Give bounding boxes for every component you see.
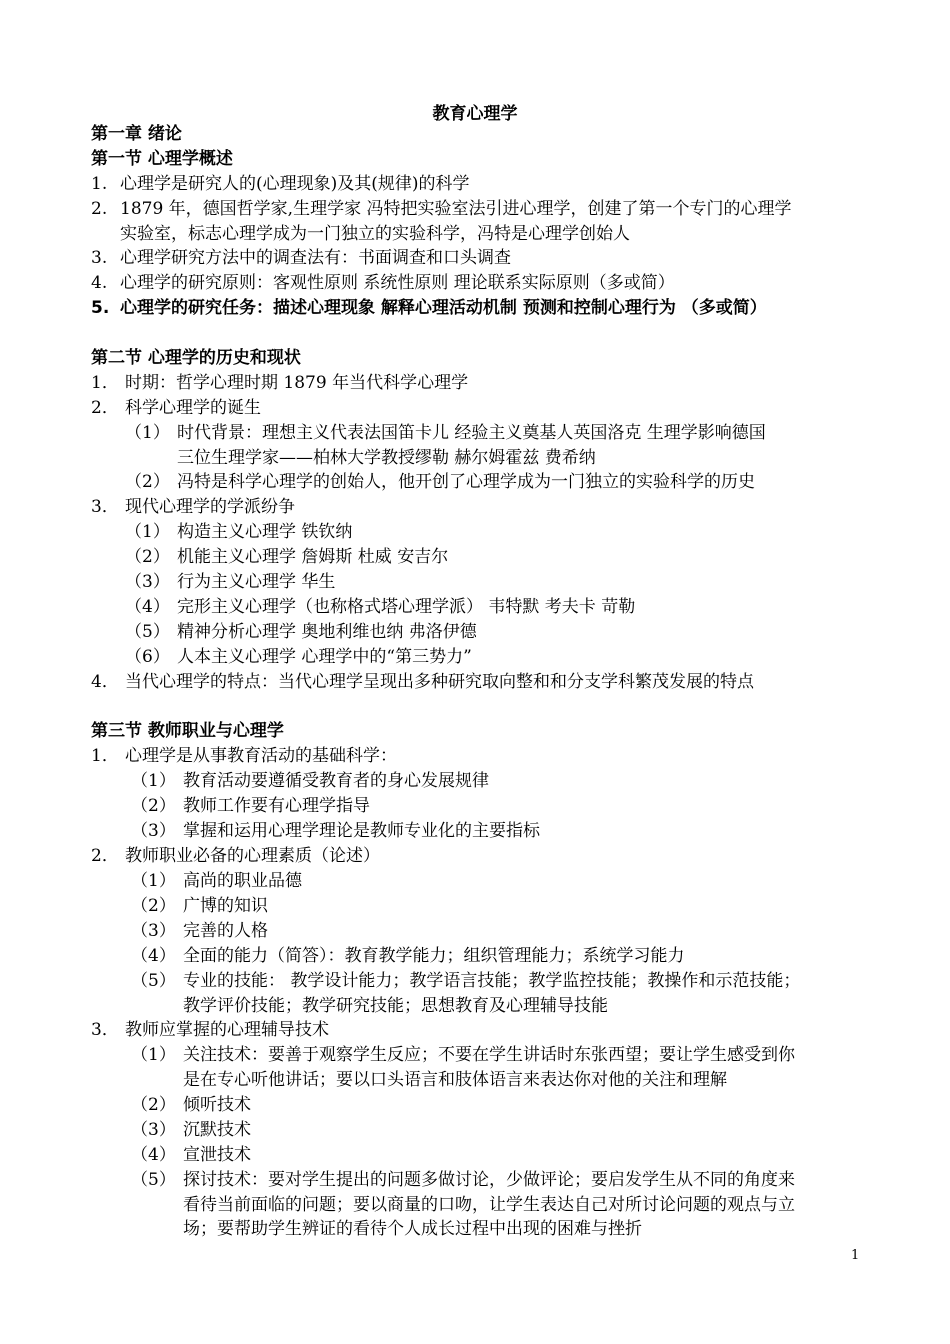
item-text: 倾听技术 (183, 1095, 251, 1115)
sub-item (125, 620, 477, 645)
list-item (91, 246, 511, 271)
item-text: 广博的知识 (183, 896, 268, 916)
item-text: 时期：哲学心理时期 1879 年当代科学心理学 (125, 373, 469, 393)
list-item (91, 844, 380, 869)
sub-item (131, 1118, 251, 1143)
item-number: （2） (125, 547, 170, 567)
item-text: 探讨技术：要对学生提出的问题多做讨论，少做评论；要启发学生从不同的角度来 (183, 1170, 795, 1190)
item-continuation: 教学评价技能；教学研究技能；思想教育及心理辅导技能 (183, 996, 608, 1016)
item-text: 心理学的研究任务：描述心理现象 解释心理活动机制 预测和控制心理行为 （多或简） (120, 298, 767, 318)
sub-item (125, 545, 448, 570)
item-number: （1） (131, 871, 176, 891)
item-text: 高尚的职业品德 (183, 871, 302, 891)
item-number: （2） (131, 796, 176, 816)
sub-item (131, 1093, 251, 1118)
sub-item (131, 869, 302, 894)
sub-item (131, 894, 268, 919)
item-text: 科学心理学的诞生 (125, 398, 261, 418)
document-title: 教育心理学 (432, 104, 518, 124)
list-item-bold (91, 296, 767, 321)
sub-item (131, 1143, 251, 1168)
item-text: 精神分析心理学 奥地利维也纳 弗洛伊德 (177, 622, 477, 642)
item-number: 3. (91, 248, 108, 268)
item-continuation: 看待当前面临的问题；要以商量的口吻，让学生表达自己对所讨论问题的观点与立 (183, 1195, 795, 1215)
item-number: 4. (91, 273, 108, 293)
item-text: 机能主义心理学 詹姆斯 杜威 安吉尔 (177, 547, 449, 567)
item-text: 专业的技能： 教学设计能力；教学语言技能；教学监控技能；教操作和示范技能； (183, 971, 801, 991)
item-number: （5） (125, 622, 170, 642)
item-text: 沉默技术 (183, 1120, 251, 1140)
item-text: 教师应掌握的心理辅导技术 (125, 1020, 329, 1040)
item-number: 3． (91, 497, 119, 517)
sub-item (131, 969, 800, 994)
sub-item (125, 470, 755, 495)
item-text: 时代背景：理想主义代表法国笛卡儿 经验主义奠基人英国洛克 生理学影响德国 (177, 423, 766, 443)
item-text: 教育活动要遵循受教育者的身心发展规律 (183, 771, 489, 791)
item-text: 心理学的研究原则：客观性原则 系统性原则 理论联系实际原则（多或简） (120, 273, 675, 293)
item-text: 教师职业必备的心理素质（论述） (125, 846, 380, 866)
section-2-heading: 第二节 心理学的历史和现状 (91, 348, 301, 368)
item-text: 心理学是研究人的(心理现象)及其(规律)的科学 (120, 174, 470, 194)
item-text: 心理学研究方法中的调查法有：书面调查和口头调查 (120, 248, 511, 268)
item-text: 人本主义心理学 心理学中的“第三势力” (177, 647, 472, 667)
item-number: （4） (131, 946, 176, 966)
item-number: （1） (125, 522, 170, 542)
item-text: 掌握和运用心理学理论是教师专业化的主要指标 (183, 821, 540, 841)
item-number: （2） (131, 896, 176, 916)
list-item (91, 670, 754, 695)
item-text: 冯特是科学心理学的创始人，他开创了心理学成为一门独立的实验科学的历史 (177, 472, 755, 492)
item-number: 4． (91, 672, 119, 692)
item-text: 全面的能力（简答）：教育教学能力；组织管理能力；系统学习能力 (183, 946, 685, 966)
item-number: （4） (125, 597, 170, 617)
list-item (91, 495, 295, 520)
list-item (91, 172, 470, 197)
item-number: （3） (131, 821, 176, 841)
list-item (91, 1018, 329, 1043)
item-number: （3） (131, 921, 176, 941)
sub-item (131, 1043, 795, 1068)
sub-item (131, 1168, 795, 1193)
item-number: （2） (125, 472, 170, 492)
sub-item (125, 645, 472, 670)
page-number: 1 (851, 1248, 860, 1263)
item-text: 行为主义心理学 华生 (177, 572, 336, 592)
item-number: （1） (131, 1045, 176, 1065)
item-number: 1． (91, 746, 119, 766)
item-number: 2． (91, 846, 119, 866)
list-item (91, 744, 397, 769)
list-item (91, 371, 468, 396)
sub-item (125, 421, 766, 446)
item-number: （2） (131, 1095, 176, 1115)
sub-item (131, 919, 268, 944)
item-number: 1． (91, 373, 119, 393)
item-number: 2. (91, 199, 108, 219)
item-text: 现代心理学的学派纷争 (125, 497, 295, 517)
item-text: 教师工作要有心理学指导 (183, 796, 370, 816)
item-text: 构造主义心理学 铁钦纳 (177, 522, 353, 542)
item-number: （6） (125, 647, 170, 667)
sub-item (131, 819, 540, 844)
item-text: 关注技术：要善于观察学生反应；不要在学生讲话时东张西望；要让学生感受到你 (183, 1045, 795, 1065)
item-continuation: 是在专心听他讲话；要以口头语言和肢体语言来表达你对他的关注和理解 (183, 1070, 727, 1090)
list-item (91, 271, 675, 296)
sub-item (125, 570, 335, 595)
item-number: （3） (131, 1120, 176, 1140)
item-number: 1. (91, 174, 108, 194)
item-number: （1） (131, 771, 176, 791)
item-text: 1879 年，德国哲学家,生理学家 冯特把实验室法引进心理学，创建了第一个专门的心理学 (120, 199, 792, 219)
section-3-heading: 第三节 教师职业与心理学 (91, 721, 284, 741)
item-continuation: 场；要帮助学生辨证的看待个人成长过程中出现的困难与挫折 (183, 1219, 642, 1239)
sub-item (125, 595, 635, 620)
item-text: 完形主义心理学（也称格式塔心理学派） 韦特默 考夫卡 苛勒 (177, 597, 636, 617)
list-item (91, 197, 791, 222)
item-number: （1） (125, 423, 170, 443)
item-number: （5） (131, 1170, 176, 1190)
item-text: 完善的人格 (183, 921, 268, 941)
sub-item (131, 944, 685, 969)
item-text: 宣泄技术 (183, 1145, 251, 1165)
item-text: 心理学是从事教育活动的基础科学： (125, 746, 397, 766)
sub-item (131, 769, 489, 794)
item-number: 2． (91, 398, 119, 418)
item-number: 3． (91, 1020, 119, 1040)
item-number: （4） (131, 1145, 176, 1165)
item-number: （5） (131, 971, 176, 991)
chapter-heading: 第一章 绪论 (91, 124, 182, 144)
sub-item (125, 520, 352, 545)
list-item (91, 396, 261, 421)
item-number: 5. (91, 298, 110, 318)
item-continuation: 三位生理学家——柏林大学教授缪勒 赫尔姆霍兹 费希纳 (177, 448, 596, 468)
item-number: （3） (125, 572, 170, 592)
item-continuation: 实验室，标志心理学成为一门独立的实验科学，冯特是心理学创始人 (120, 224, 630, 244)
sub-item (131, 794, 370, 819)
item-text: 当代心理学的特点：当代心理学呈现出多种研究取向整和和分支学科繁茂发展的特点 (125, 672, 754, 692)
section-1-heading: 第一节 心理学概述 (91, 149, 233, 169)
